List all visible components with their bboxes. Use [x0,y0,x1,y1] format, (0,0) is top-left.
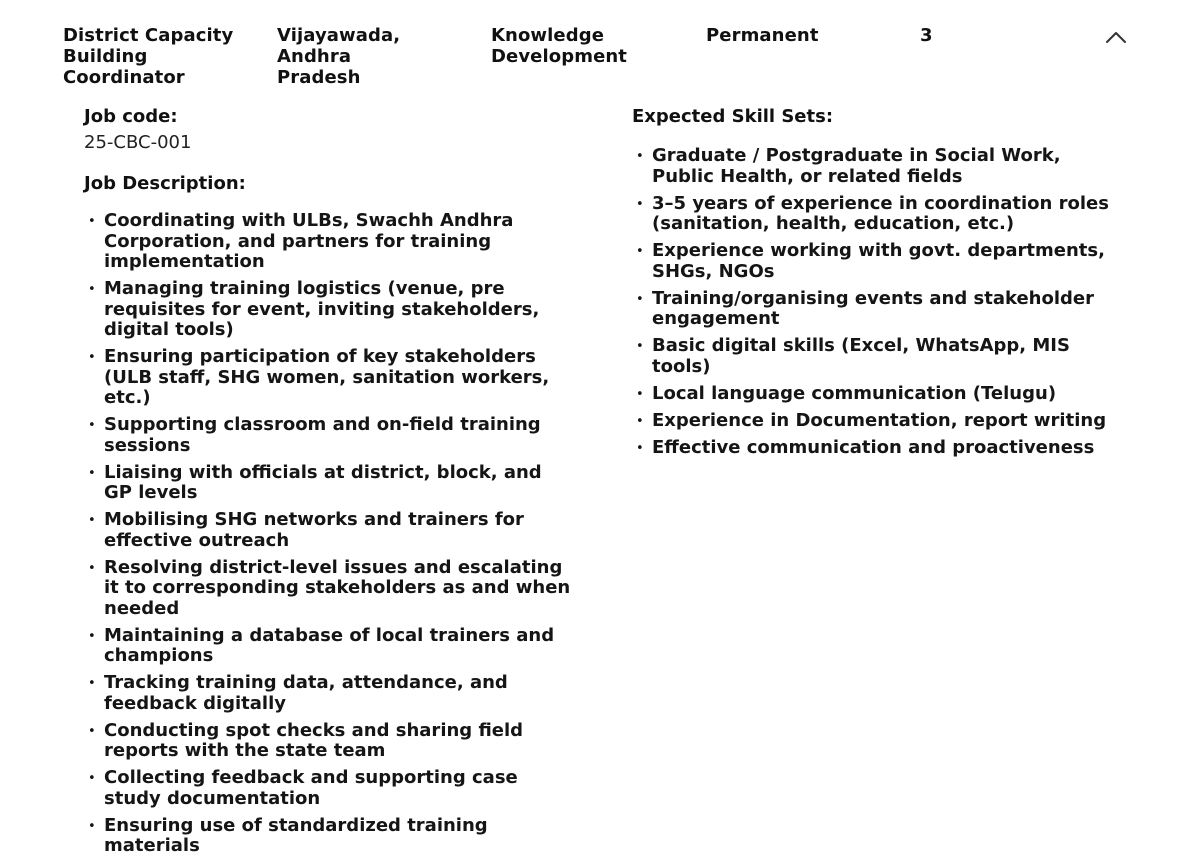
job-details-right [632,105,1112,465]
job-title: District Capacity Building Coordinator [63,25,234,88]
job-details-left [84,105,574,863]
list-item: • Ensuring participation of key stakeholders (ULB staff, SHG women, sanitation workers, etc.) [84,347,574,409]
skills-list [632,146,1112,458]
list-item: • Experience in Documentation, report writing [632,411,1112,432]
list-item: • 3–5 years of experience in coordination roles (sanitation, health, education, etc.) [632,194,1112,235]
list-item: • Effective communication and proactiveness [632,438,1112,459]
list-item: • Maintaining a database of local trainers and champions [84,626,574,667]
list-item: • Conducting spot checks and sharing field reports with the state team [84,721,574,762]
list-item: • Local language communication (Telugu) [632,384,1112,405]
job-code-value: 25-CBC-001 [84,132,192,153]
list-item: • Training/organising events and stakeholder engagement [632,289,1112,330]
list-item: • Coordinating with ULBs, Swachh Andhra Corporation, and partners for training implementation [84,211,574,273]
job-row-header[interactable] [0,0,1200,88]
list-item: • Managing training logistics (venue, pre requisites for event, inviting stakeholders, digital tools) [84,279,574,341]
list-item: • Experience working with govt. departments, SHGs, NGOs [632,241,1112,282]
job-description-list [84,211,574,857]
list-item: • Graduate / Postgraduate in Social Work, Public Health, or related fields [632,146,1112,187]
job-type: Permanent [706,25,819,46]
job-code-label: Job code: [84,106,178,127]
list-item: • Supporting classroom and on-field training sessions [84,415,574,456]
list-item: • Collecting feedback and supporting case study documentation [84,768,574,809]
list-item: • Liaising with officials at district, block, and GP levels [84,463,574,504]
job-openings: 3 [920,25,933,46]
list-item: • Tracking training data, attendance, and feedback digitally [84,673,574,714]
list-item: • Basic digital skills (Excel, WhatsApp, MIS tools) [632,336,1112,377]
collapse-toggle[interactable] [1103,24,1129,48]
job-location: Vijayawada, Andhra Pradesh [277,25,401,88]
chevron-up-icon [1103,24,1129,48]
list-item: • Resolving district-level issues and escalating it to corresponding stakeholders as and when needed [84,558,574,620]
list-item: • Ensuring use of standardized training materials [84,816,574,857]
list-item: • Mobilising SHG networks and trainers for effective outreach [84,510,574,551]
job-department: Knowledge Development [491,25,627,67]
job-description-label: Job Description: [84,173,246,194]
skills-label: Expected Skill Sets: [632,106,834,127]
